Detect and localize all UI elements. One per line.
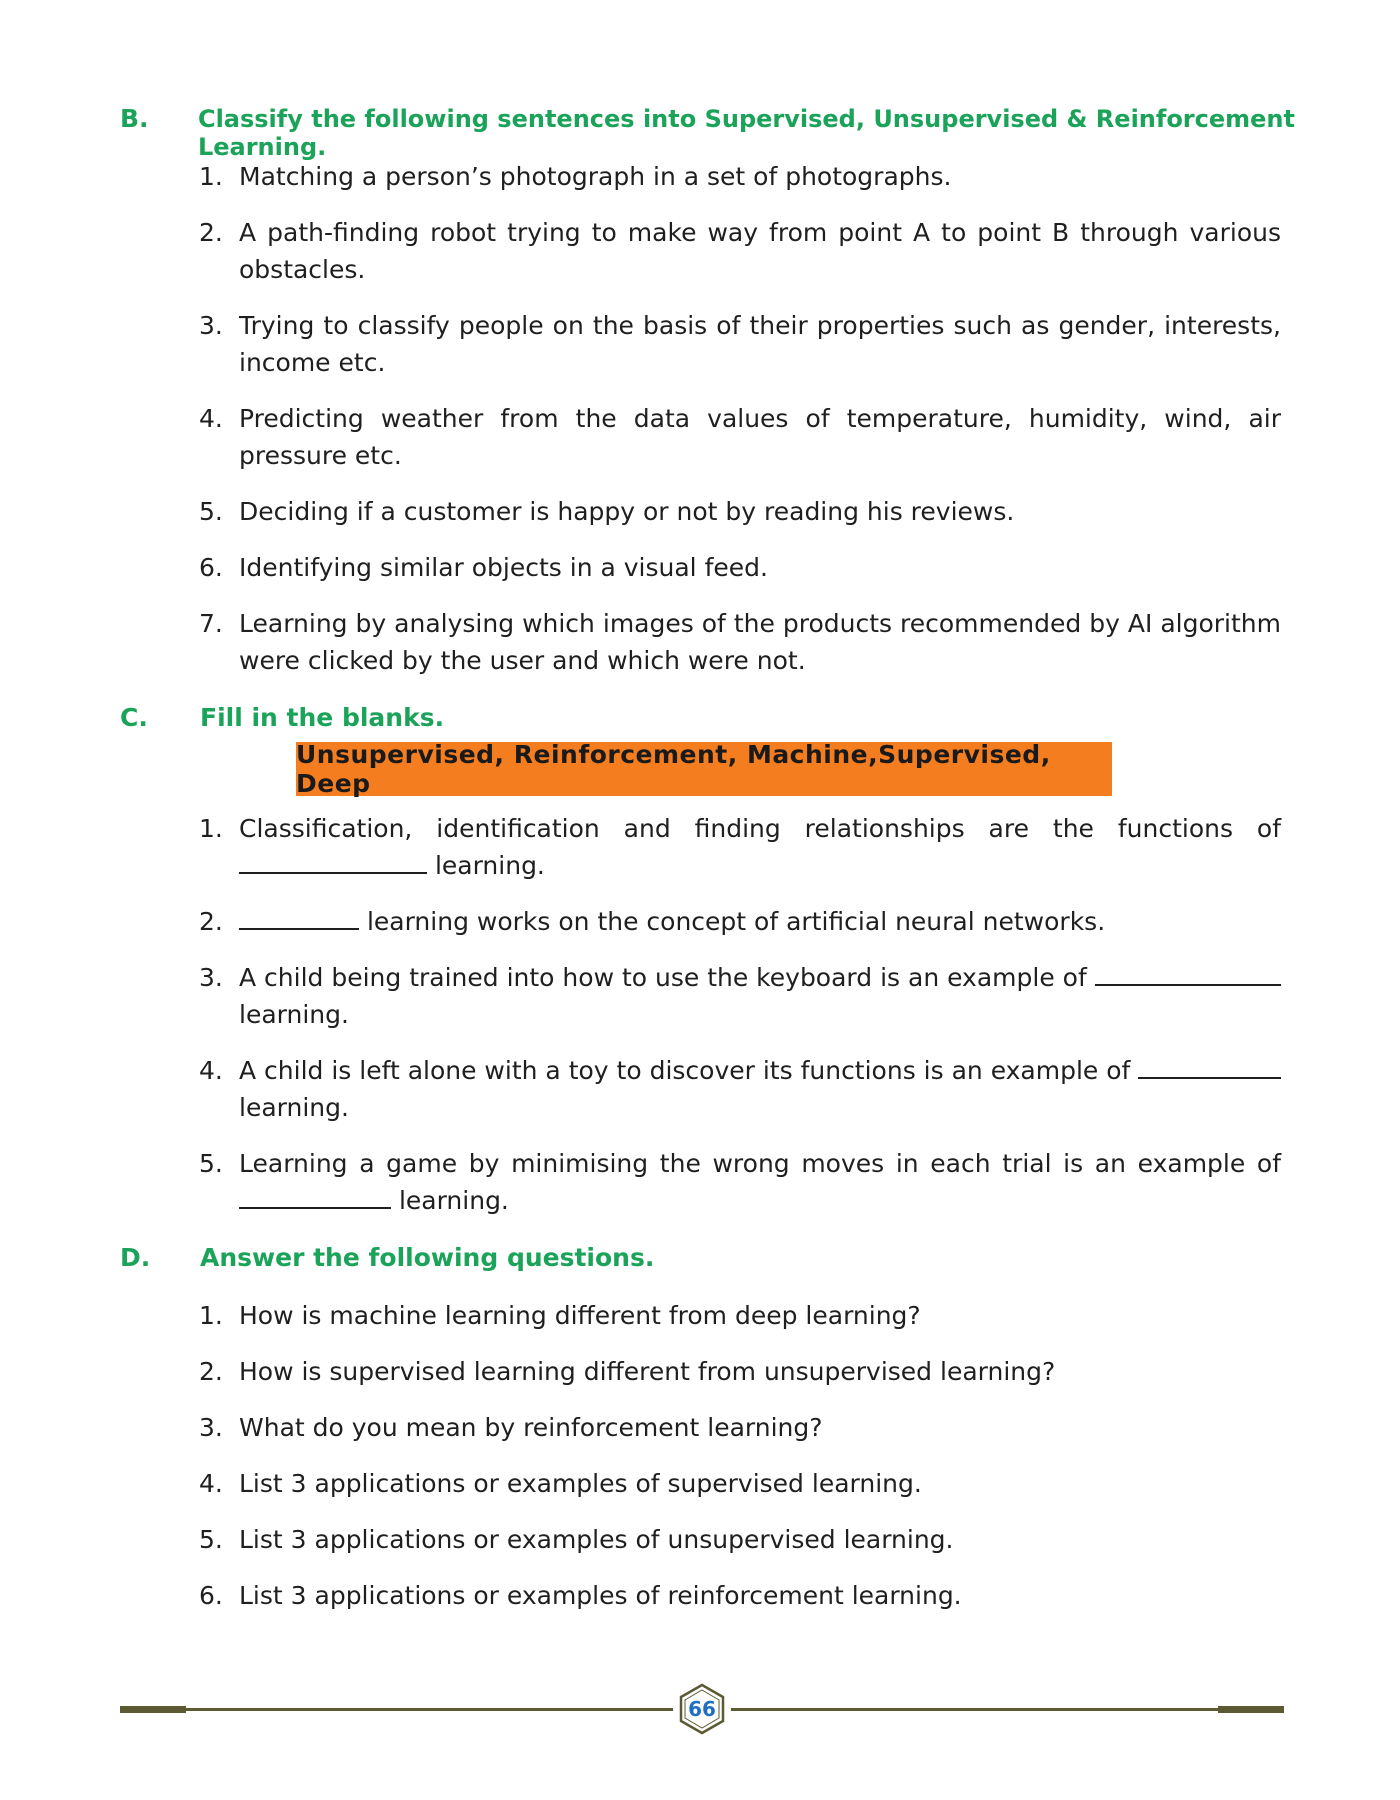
item-text-line1: Predicting weather from the data values of temperature, humidity, wind, air (239, 404, 1281, 433)
item-number: 2. (199, 1357, 223, 1386)
item-text: How is supervised learning different from unsupervised learning? (239, 1357, 1056, 1386)
list-item (199, 549, 1281, 586)
footer-rule-cap-right (1218, 1706, 1284, 1713)
item-number: 5. (199, 497, 223, 526)
section-c-heading (120, 703, 444, 732)
item-number: 3. (199, 963, 223, 992)
list-item (199, 158, 1281, 195)
answer-blank[interactable] (239, 1185, 391, 1209)
item-text: How is machine learning different from deep learning? (239, 1301, 921, 1330)
item-number: 5. (199, 1525, 223, 1554)
list-item (199, 1052, 1281, 1126)
item-number: 2. (199, 218, 223, 247)
item-text-line2: pressure etc. (239, 441, 402, 470)
list-item (199, 959, 1281, 1033)
item-text: Deciding if a customer is happy or not by reading his reviews. (239, 497, 1015, 526)
item-number: 6. (199, 553, 223, 582)
list-item (199, 1297, 1281, 1334)
item-number: 3. (199, 1413, 223, 1442)
list-item (199, 1409, 1281, 1446)
list-item (199, 1353, 1281, 1390)
item-number: 2. (199, 907, 223, 936)
item-text: List 3 applications or examples of unsupervised learning. (239, 1525, 954, 1554)
item-number: 1. (199, 162, 223, 191)
section-letter: B. (120, 104, 149, 133)
item-text-line1: A path-finding robot trying to make way from point A to point B through various (239, 218, 1281, 247)
item-number: 4. (199, 1056, 223, 1085)
footer-rule-right (731, 1708, 1284, 1711)
answer-blank[interactable] (1138, 1055, 1281, 1079)
item-number: 7. (199, 609, 223, 638)
item-number: 5. (199, 1149, 223, 1178)
item-number: 1. (199, 814, 223, 843)
answer-blank[interactable] (239, 850, 427, 874)
section-title: Fill in the blanks. (200, 703, 445, 732)
page-number: 66 (688, 1697, 716, 1721)
item-text-suffix: learning. (391, 1186, 509, 1215)
item-text-line2: obstacles. (239, 255, 366, 284)
footer-rule-left (120, 1708, 673, 1711)
item-text: Matching a person’s photograph in a set of photographs. (239, 162, 952, 191)
item-text-line1: A child being trained into how to use the keyboard is an example of (239, 963, 1095, 992)
list-item (199, 400, 1281, 474)
item-number: 1. (199, 1301, 223, 1330)
item-text: List 3 applications or examples of supervised learning. (239, 1469, 922, 1498)
item-number: 6. (199, 1581, 223, 1610)
list-item (199, 493, 1281, 530)
item-text: Identifying similar objects in a visual feed. (239, 553, 768, 582)
item-number: 3. (199, 311, 223, 340)
item-text-line2: were clicked by the user and which were not. (239, 646, 806, 675)
item-text-suffix: learning works on the concept of artificial neural networks. (359, 907, 1106, 936)
answer-blank[interactable] (239, 906, 359, 930)
section-b-heading (120, 104, 1400, 161)
item-number: 4. (199, 404, 223, 433)
answer-blank[interactable] (1095, 962, 1281, 986)
item-text-line2: learning. (239, 1093, 349, 1122)
list-item (199, 1521, 1281, 1558)
list-item (199, 214, 1281, 288)
item-text-line1: A child is left alone with a toy to discover its functions is an example of (239, 1056, 1139, 1085)
list-item (199, 605, 1281, 679)
list-item (199, 1145, 1281, 1219)
item-number: 4. (199, 1469, 223, 1498)
item-text-line1: Trying to classify people on the basis of their properties such as gender, interests, (239, 311, 1281, 340)
list-item (199, 1577, 1281, 1614)
item-text-line1: Learning by analysing which images of the products recommended by AI algorithm (239, 609, 1281, 638)
item-text: What do you mean by reinforcement learning? (239, 1413, 823, 1442)
list-item (199, 903, 1281, 940)
item-text: List 3 applications or examples of reinforcement learning. (239, 1581, 962, 1610)
item-text-line2: learning. (239, 1000, 349, 1029)
section-title: Answer the following questions. (200, 1243, 655, 1272)
list-item (199, 1465, 1281, 1502)
list-item (199, 810, 1281, 884)
section-letter: D. (120, 1243, 151, 1272)
list-item (199, 307, 1281, 381)
section-title: Classify the following sentences into Supervised, Unsupervised & Reinforcement Learning. (197, 105, 1295, 161)
word-bank-box: Unsupervised, Reinforcement, Machine,Supervised, Deep (296, 742, 1112, 796)
item-text-suffix: learning. (427, 851, 545, 880)
section-letter: C. (120, 703, 148, 732)
item-text-line1: Classification, identification and finding relationships are the functions of (239, 814, 1281, 843)
item-text-line2: income etc. (239, 348, 386, 377)
item-text-line1: Learning a game by minimising the wrong moves in each trial is an example of (239, 1149, 1281, 1178)
section-d-heading (120, 1243, 654, 1272)
